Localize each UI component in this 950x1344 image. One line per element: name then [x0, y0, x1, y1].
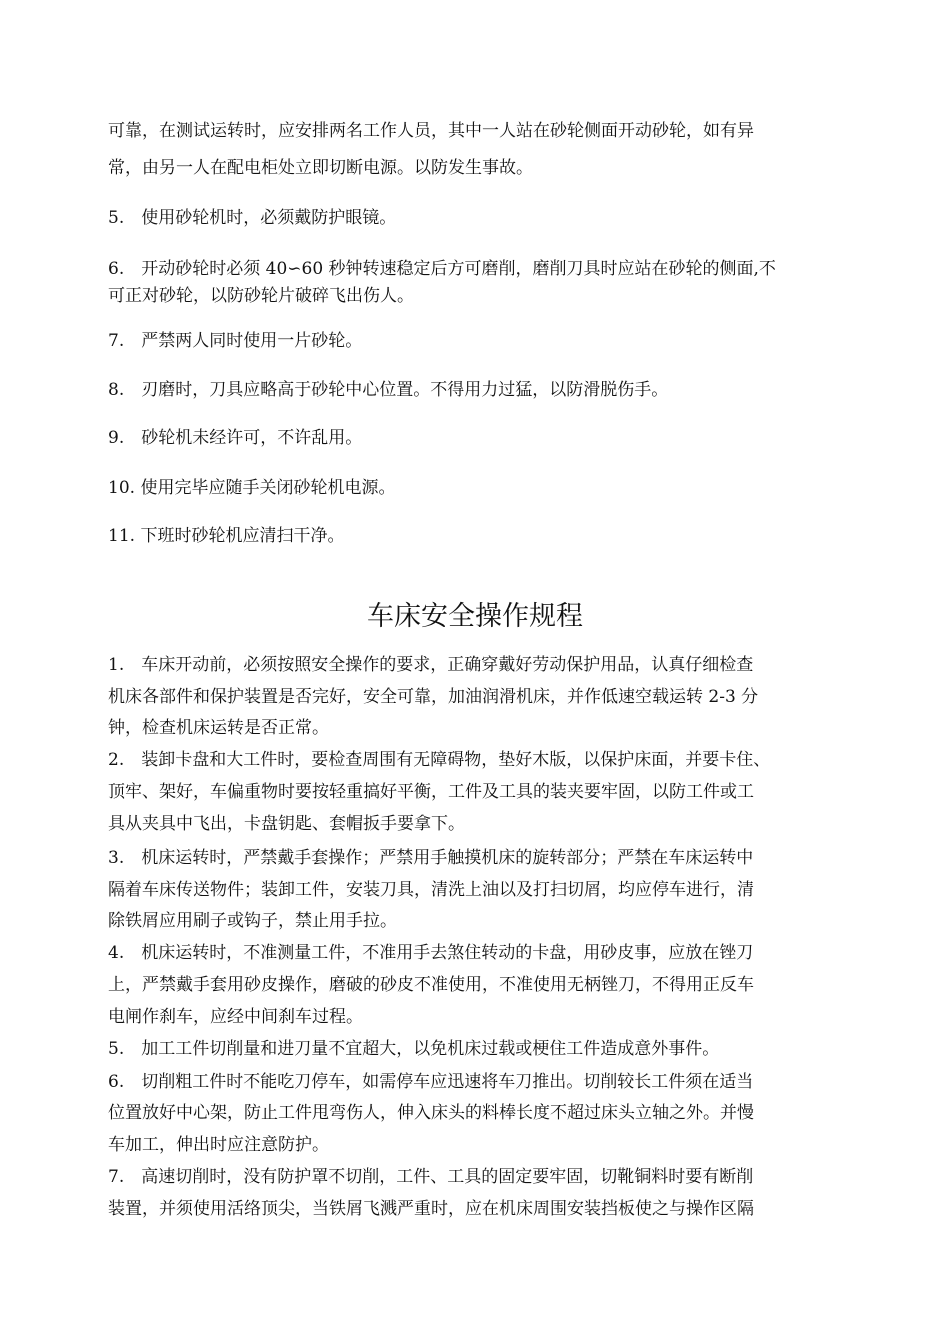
list-item: 11. 下班时砂轮机应清扫干净。 [108, 526, 345, 546]
list-item: 8. 刃磨时，刀具应略高于砂轮中心位置。不得用力过猛，以防滑脱伤手。 [108, 380, 669, 400]
list-item: 4. 机床运转时，不准测量工件，不准用手去煞住转动的卡盘，用砂皮事，应放在锉刀 [108, 943, 754, 963]
list-item: 7. 高速切削时，没有防护罩不切削，工件、工具的固定要牢固，切靴铜料时要有断削 [108, 1167, 754, 1187]
list-item: 具从夹具中飞出，卡盘钥匙、套帽扳手要拿下。 [108, 814, 465, 834]
list-item: 除铁屑应用刷子或钩子，禁止用手拉。 [108, 911, 397, 931]
list-item: 电闸作刹车，应经中间刹车过程。 [108, 1007, 363, 1027]
list-item: 3. 机床运转时，严禁戴手套操作；严禁用手触摸机床的旋转部分；严禁在车床运转中 [108, 848, 754, 868]
list-item: 9. 砂轮机未经许可，不许乱用。 [108, 428, 363, 448]
list-item: 1. 车床开动前，必须按照安全操作的要求，正确穿戴好劳动保护用品，认真仔细检查 [108, 655, 754, 675]
list-item: 2. 装卸卡盘和大工件时，要检查周围有无障碍物，垫好木版，以保护床面，并要卡住、 [108, 750, 771, 770]
list-item: 5. 使用砂轮机时，必须戴防护眼镜。 [108, 208, 397, 228]
list-item: 可正对砂轮，以防砂轮片破碎飞出伤人。 [108, 286, 414, 306]
list-item: 车加工，伸出时应注意防护。 [108, 1135, 329, 1155]
paragraph-line: 常，由另一人在配电柜处立即切断电源。以防发生事故。 [108, 158, 533, 178]
section-title: 车床安全操作规程 [367, 601, 583, 632]
list-item: 隔着车床传送物件；装卸工件，安装刀具，清洗上油以及打扫切屑，均应停车进行，清 [108, 880, 754, 900]
list-item: 装置，并须使用活络顶尖，当铁屑飞溅严重时，应在机床周围安装挡板使之与操作区隔 [108, 1199, 754, 1219]
list-item: 顶牢、架好，车偏重物时要按轻重搞好平衡，工件及工具的装夹要牢固，以防工件或工 [108, 782, 754, 802]
list-item: 6. 开动砂轮时必须 40∽60 秒钟转速稳定后方可磨削，磨削刀具时应站在砂轮的侧面,不 [108, 259, 776, 279]
list-item: 钟，检查机床运转是否正常。 [108, 718, 329, 738]
paragraph-line: 可靠，在测试运转时，应安排两名工作人员，其中一人站在砂轮侧面开动砂轮，如有异 [108, 121, 754, 141]
list-item: 7. 严禁两人同时使用一片砂轮。 [108, 331, 363, 351]
list-item: 6. 切削粗工件时不能吃刀停车，如需停车应迅速将车刀推出。切削较长工件须在适当 [108, 1072, 754, 1092]
list-item: 上，严禁戴手套用砂皮操作，磨破的砂皮不准使用，不准使用无柄锉刀，不得用正反车 [108, 975, 754, 995]
list-item: 机床各部件和保护装置是否完好，安全可靠，加油润滑机床，并作低速空载运转 2-3 分 [108, 687, 759, 707]
list-item: 5. 加工工件切削量和进刀量不宜超大，以免机床过载或梗住工件造成意外事件。 [108, 1039, 720, 1059]
list-item: 10. 使用完毕应随手关闭砂轮机电源。 [108, 478, 396, 498]
list-item: 位置放好中心架，防止工件甩弯伤人，伸入床头的料棒长度不超过床头立轴之外。并慢 [108, 1103, 754, 1123]
